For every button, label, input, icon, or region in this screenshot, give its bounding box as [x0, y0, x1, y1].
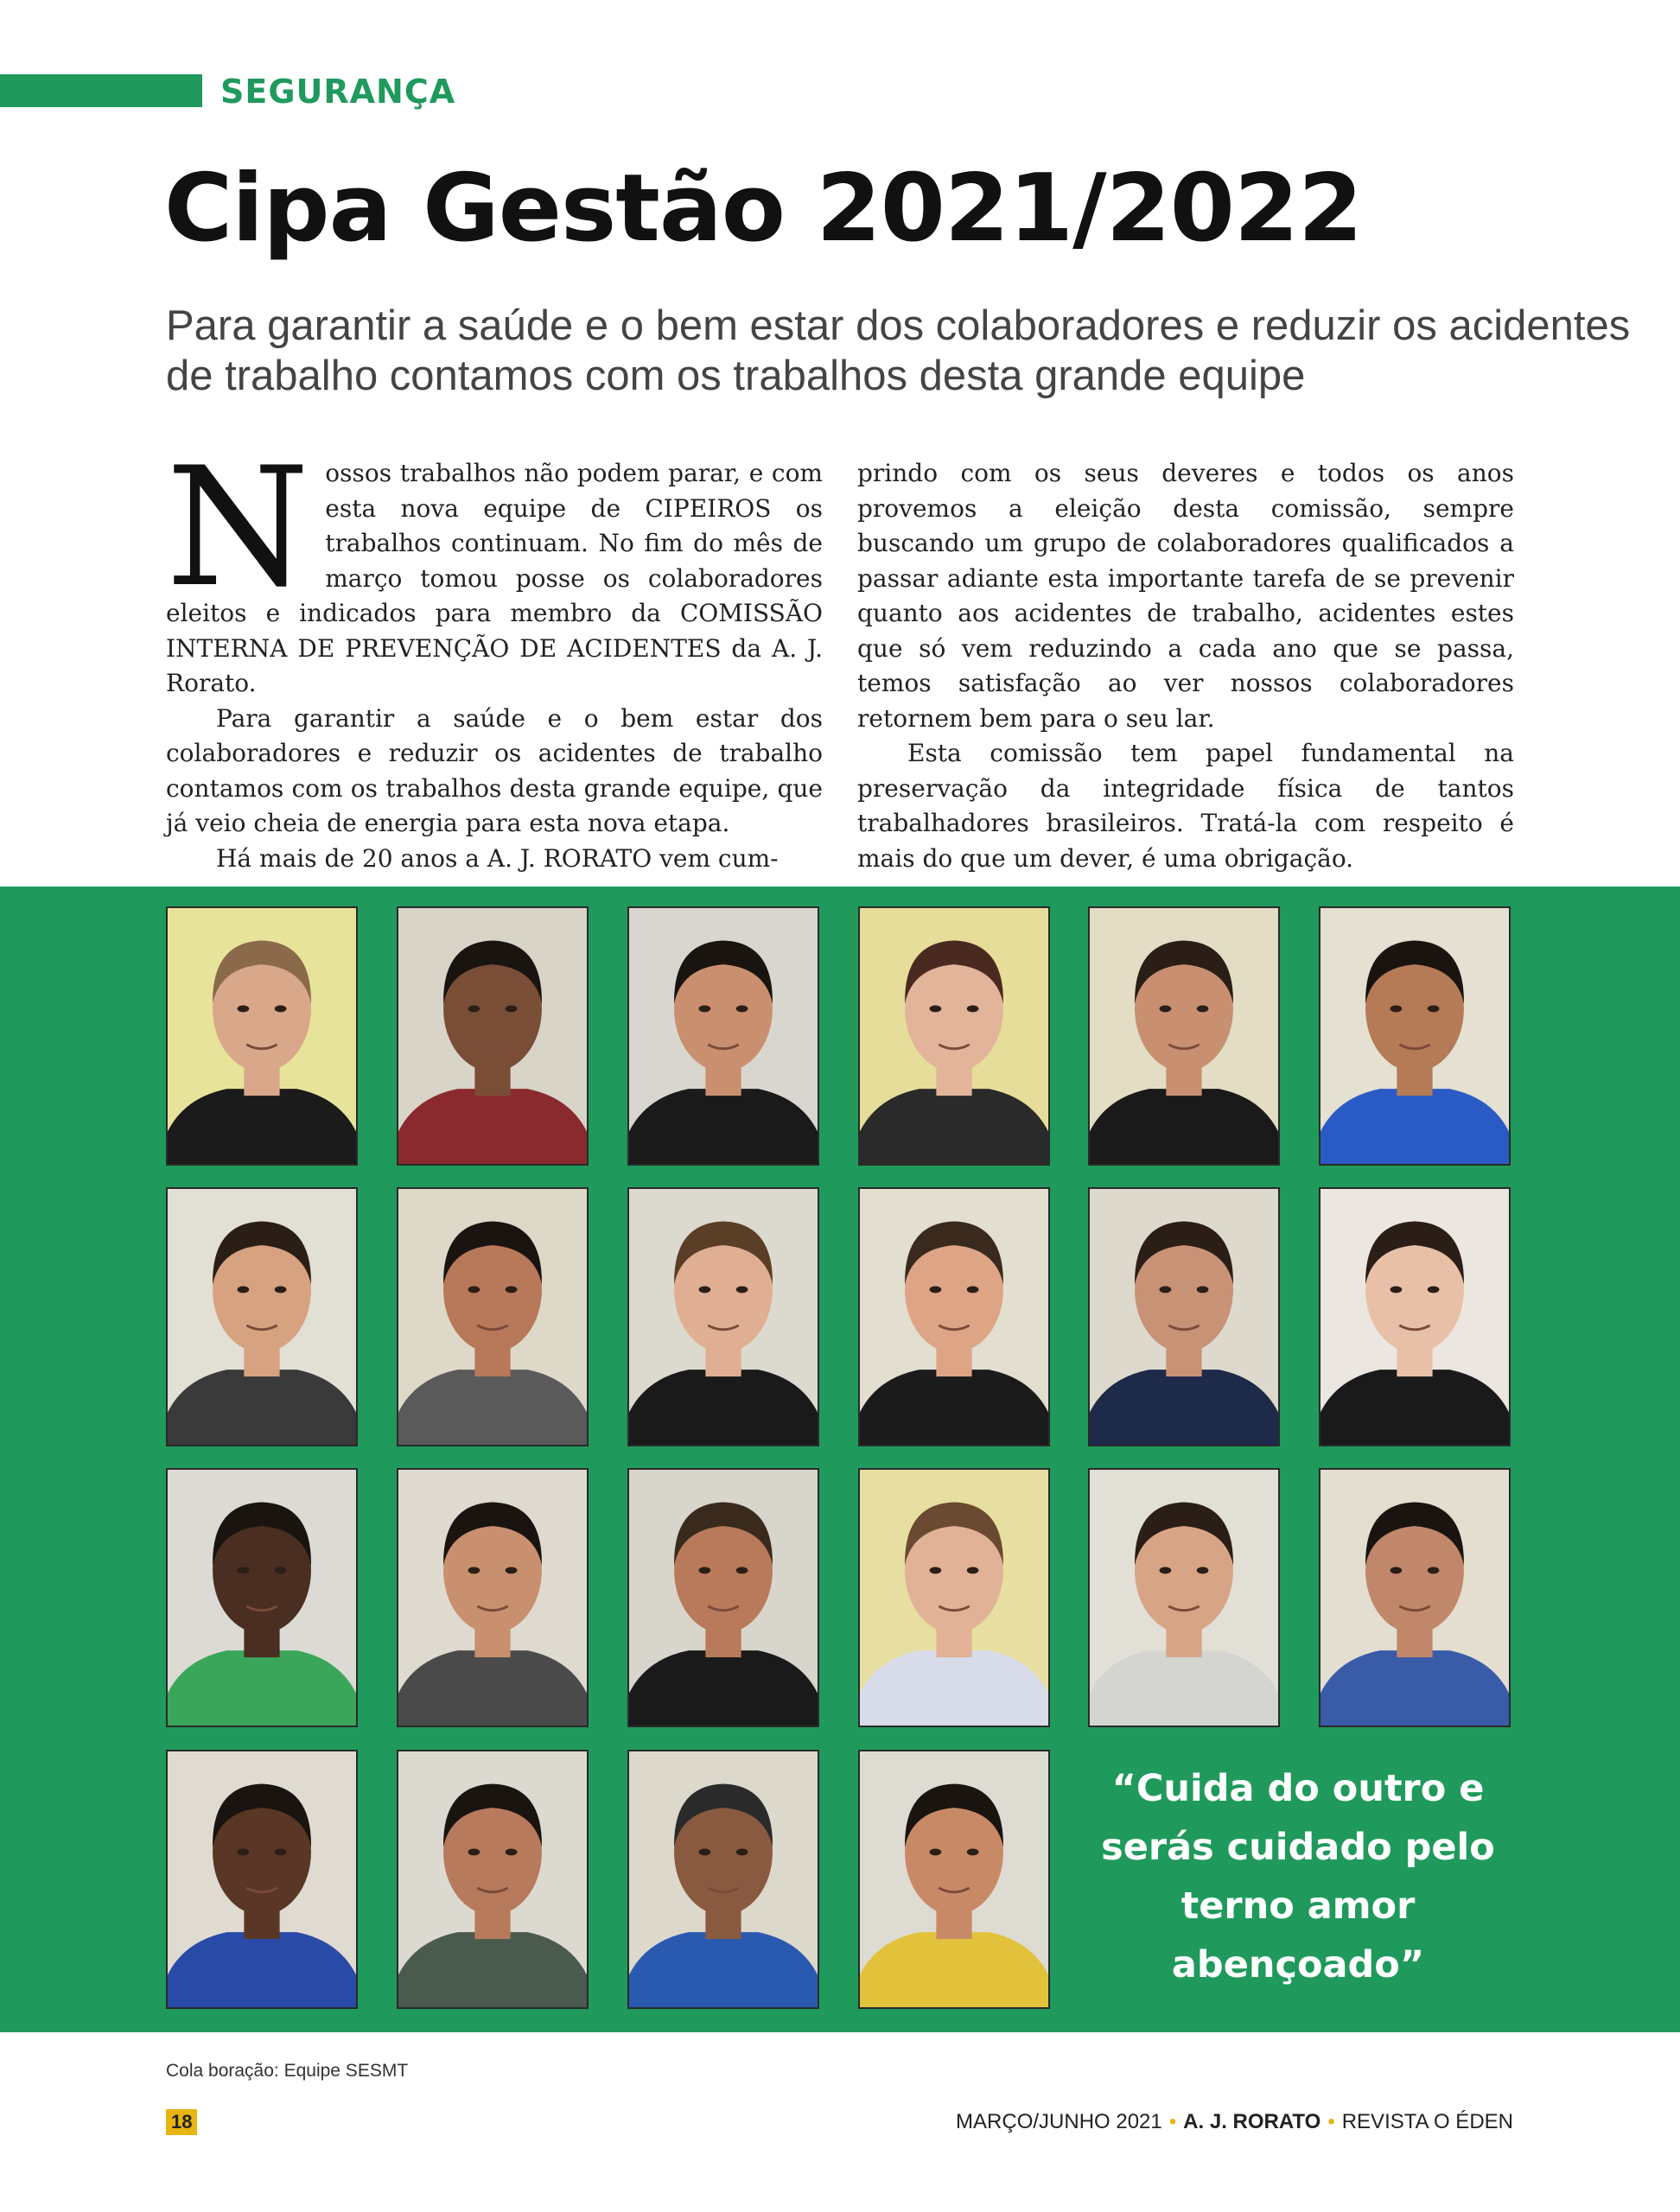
portrait-photo — [1319, 1187, 1511, 1446]
article-subtitle: Para garantir a saúde e o bem estar dos colaboradores e reduzir os acidentes de trabalho contamos com os trabalhos desta grande equipe — [166, 302, 1631, 399]
pull-quote: “Cuida do outro e serás cuidado pelo terno amor abençoado” — [1101, 1767, 1495, 1986]
drop-cap: N — [166, 432, 310, 623]
portrait-photo — [627, 1187, 819, 1446]
portrait-photo — [1088, 906, 1280, 1166]
portrait-photo — [397, 1750, 589, 2009]
section-label: SEGURANÇA — [220, 73, 456, 111]
portrait-photo — [627, 1750, 819, 2009]
portrait-photo — [858, 906, 1050, 1166]
portrait-photo — [397, 1468, 589, 1727]
portrait-photo — [166, 1750, 358, 2009]
section-color-bar — [0, 74, 202, 107]
article-column-left — [166, 432, 823, 876]
portrait-photo — [858, 1750, 1050, 2009]
portrait-photo — [627, 1468, 819, 1727]
paragraph-3-continued: prindo com os seus deveres e todos os anos provemos a eleição desta comissão, sempre buscando um grupo de colaboradores qualificados a passar adiante esta importante tarefa de se prevenir quanto aos acidentes de trabalho, acidentes estes que só vem reduzindo a cada ano que se passa, temos satisfação ao ver nossos colaboradores retornem bem para o seu lar. — [857, 459, 1514, 733]
page-footer — [956, 2110, 1513, 2134]
footer-issue: MARÇO/JUNHO 2021 — [956, 2110, 1162, 2133]
paragraph-3-start: Há mais de 20 anos a A. J. RORATO vem cum- — [216, 843, 779, 873]
portrait-photo — [858, 1187, 1050, 1446]
page-number: 18 — [166, 2109, 197, 2135]
paragraph-1-text: ossos trabalhos não podem parar, e com esta nova equipe de CIPEIROS os trabalhos continuam. No fim do mês de março tomou posse os colaboradores eleitos e indicados para membro da COMISSÃO INTERNA DE PREVENÇÃO DE ACIDENTES da A. J. Rorato. — [166, 459, 823, 697]
portrait-photo — [1088, 1187, 1280, 1446]
paragraph-4: Esta comissão tem papel fundamental na preservação da integridade física de tantos trabalhadores brasileiros. Tratá-la com respeito é mais do que um dever, é uma obrigação. — [857, 739, 1514, 873]
portrait-photo — [1088, 1468, 1280, 1727]
portrait-photo — [397, 1187, 589, 1446]
portrait-photo — [858, 1468, 1050, 1727]
portrait-photo — [166, 906, 358, 1166]
article-title: Cipa Gestão 2021/2022 — [164, 155, 1363, 263]
footer-separator: • — [1327, 2110, 1335, 2133]
credit-line: Cola boração: Equipe SESMT — [166, 2061, 409, 2081]
footer-brand: A. J. RORATO — [1183, 2110, 1321, 2133]
article-column-right — [857, 456, 1514, 876]
portrait-photo — [1319, 906, 1511, 1166]
portrait-photo — [397, 906, 589, 1166]
portrait-photo — [166, 1468, 358, 1727]
footer-separator: • — [1168, 2110, 1177, 2133]
paragraph-2: Para garantir a saúde e o bem estar dos colaboradores e reduzir os acidentes de trabalho contamos com os trabalhos desta grande equipe, que já veio cheia de energia para esta nova etapa. — [166, 703, 823, 837]
portrait-photo — [1319, 1468, 1511, 1727]
portrait-photo — [166, 1187, 358, 1446]
footer-magazine: REVISTA O ÉDEN — [1341, 2110, 1513, 2133]
portrait-photo — [627, 906, 819, 1166]
paragraph-1 — [166, 432, 823, 702]
